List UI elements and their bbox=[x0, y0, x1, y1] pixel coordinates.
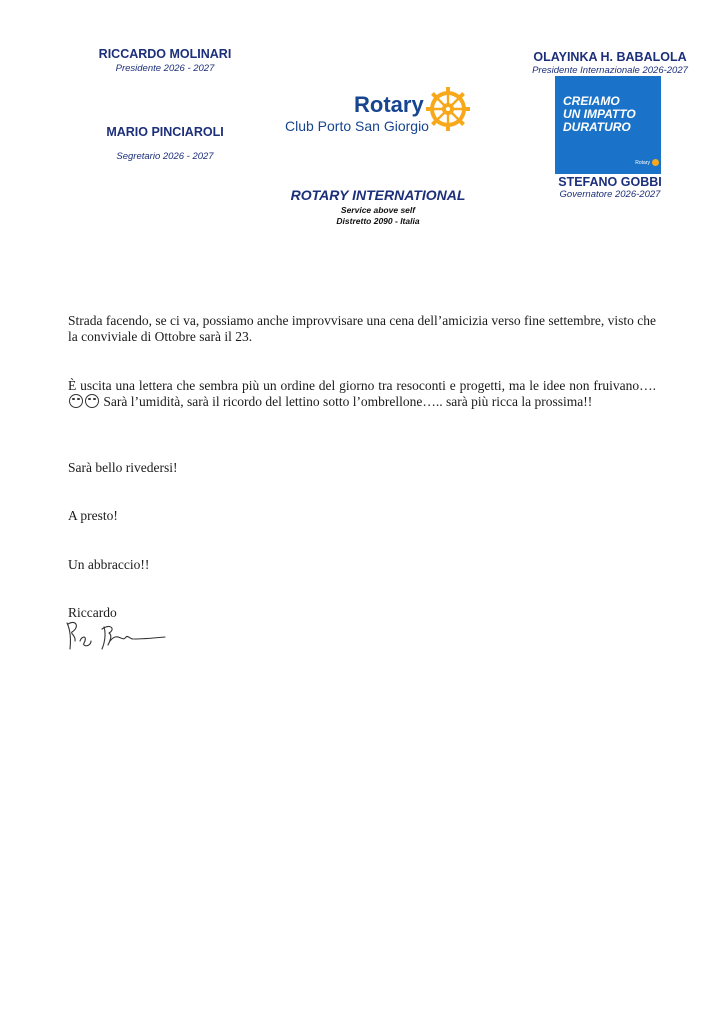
club-name: Club Porto San Giorgio bbox=[285, 118, 429, 134]
president-role: Presidente 2026 - 2027 bbox=[115, 63, 215, 74]
theme-brand: Rotary bbox=[635, 160, 650, 166]
letter-paragraph: A presto! bbox=[68, 507, 118, 523]
governor-role: Governatore 2026-2027 bbox=[559, 189, 661, 200]
president-name: RICCARDO MOLINARI bbox=[98, 47, 232, 61]
club-logo bbox=[282, 84, 472, 140]
sleepy-face-icon bbox=[69, 394, 83, 408]
paragraph-text: Sarà l’umidità, sarà il ricordo del lettino sotto l’ombrellone….. sarà più ricca la prossima!! bbox=[100, 394, 593, 409]
governor-name: STEFANO GOBBI bbox=[558, 175, 662, 189]
paragraph-text: È uscita una lettera che sembra più un ordine del giorno tra resoconti e progetti, ma le idee non fruivano…. bbox=[68, 377, 656, 393]
club-wordmark: Rotary bbox=[354, 92, 424, 117]
handwritten-signature bbox=[64, 617, 168, 653]
theme-text: CREIAMO UN IMPATTO DURATURO bbox=[563, 94, 636, 134]
organization-motto: Service above self bbox=[340, 205, 416, 215]
secretary-role: Segretario 2026 - 2027 bbox=[116, 151, 214, 162]
secretary-name: MARIO PINCIAROLI bbox=[106, 125, 224, 139]
organization-title: ROTARY INTERNATIONAL bbox=[290, 187, 466, 203]
letter-paragraph: Strada facendo, se ci va, possiamo anche improvvisare una cena dell’amicizia verso fine settembre, visto che la conviviale di Ottobre sarà il 23. bbox=[68, 312, 656, 344]
theme-logo bbox=[555, 76, 661, 174]
letter-paragraph bbox=[68, 378, 656, 411]
letter-paragraph: Sarà bello rivedersi! bbox=[68, 459, 178, 475]
sleepy-face-icon bbox=[85, 394, 99, 408]
rotary-wheel-icon bbox=[426, 87, 470, 131]
rotary-wheel-icon bbox=[652, 159, 659, 166]
international-president-name: OLAYINKA H. BABALOLA bbox=[533, 50, 687, 64]
international-president-role: Presidente Internazionale 2026-2027 bbox=[532, 65, 688, 76]
letter-paragraph: Un abbraccio!! bbox=[68, 556, 150, 572]
letter-signoff-name: Riccardo bbox=[68, 604, 117, 620]
organization-district: Distretto 2090 - Italia bbox=[336, 216, 420, 226]
